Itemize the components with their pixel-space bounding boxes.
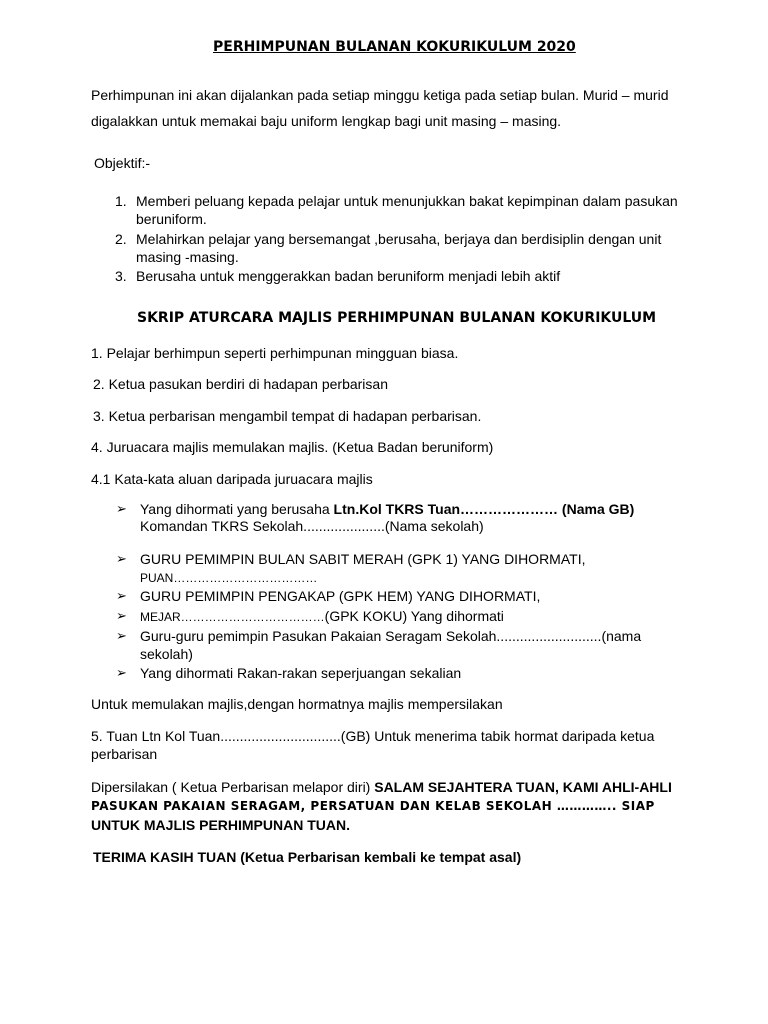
objective-2-line-2: masing -masing. [136, 249, 239, 265]
bullet-1-normal: Yang dihormati yang berusaha [140, 501, 334, 517]
objective-1-line-1: Memberi peluang kepada pelajar untuk menunjukkan bakat kepimpinan dalam pasukan [136, 193, 678, 209]
step-2: 2. Ketua pasukan berdiri di hadapan perbarisan [93, 376, 388, 392]
bullet-1-bold: Ltn.Kol TKRS Tuan………………… (Nama GB) [333, 501, 635, 517]
bullet-1-line-2: Komandan TKRS Sekolah.....................(Nama sekolah) [140, 518, 484, 534]
step-4-1: 4.1 Kata-kata aluan daripada juruacara majlis [91, 471, 373, 487]
step-4: 4. Juruacara majlis memulakan majlis. (Ketua Badan beruniform) [91, 439, 494, 455]
dipersilakan-bold-1: SALAM SEJAHTERA TUAN, KAMI AHLI-AHLI [374, 779, 672, 795]
objective-1-line-2: beruniform. [136, 211, 207, 227]
objective-2-number: 2. [115, 231, 127, 247]
untuk-memulakan: Untuk memulakan majlis,dengan hormatnya majlis mempersilakan [91, 696, 503, 712]
bullet-arrow-icon: ➢ [116, 588, 127, 603]
bullet-4-suffix: (GPK KOKU) Yang dihormati [324, 608, 504, 624]
script-heading: SKRIP ATURCARA MAJLIS PERHIMPUNAN BULANAN KOKURIKULUM [137, 310, 657, 326]
bullet-5-line-2: sekolah) [140, 646, 193, 662]
bullet-6: Yang dihormati Rakan-rakan seperjuangan sekalian [140, 665, 462, 681]
bullet-arrow-icon: ➢ [116, 628, 127, 643]
step-5-line-1: 5. Tuan Ltn Kol Tuan...............................(GB) Untuk menerima tabik hormat daripada ketua [91, 728, 655, 744]
step-1: 1. Pelajar berhimpun seperti perhimpunan mingguan biasa. [91, 345, 459, 361]
document-title: PERHIMPUNAN BULANAN KOKURIKULUM 2020 [213, 39, 576, 55]
dipersilakan-line-3: UNTUK MAJLIS PERHIMPUNAN TUAN. [91, 817, 350, 833]
objektif-label: Objektif:- [94, 155, 151, 171]
bullet-arrow-icon: ➢ [116, 501, 127, 516]
objective-2-line-1: Melahirkan pelajar yang bersemangat ,berusaha, berjaya dan berdisiplin dengan unit [136, 231, 662, 247]
bullet-2-line-1: GURU PEMIMPIN BULAN SABIT MERAH (GPK 1) YANG DIHORMATI, [140, 551, 586, 567]
dipersilakan-normal: Dipersilakan ( Ketua Perbarisan melapor diri) [91, 779, 375, 795]
step-3: 3. Ketua perbarisan mengambil tempat di hadapan perbarisan. [93, 408, 482, 424]
bullet-3: GURU PEMIMPIN PENGAKAP (GPK HEM) YANG DIHORMATI, [140, 588, 541, 604]
intro-line-1: Perhimpunan ini akan dijalankan pada setiap minggu ketiga pada setiap bulan. Murid – murid [91, 87, 669, 103]
closing-line: TERIMA KASIH TUAN (Ketua Perbarisan kembali ke tempat asal) [93, 849, 522, 865]
bullet-arrow-icon: ➢ [116, 608, 127, 623]
intro-line-2: digalakkan untuk memakai baju uniform lengkap bagi unit masing – masing. [91, 113, 562, 129]
dipersilakan-line-1 [91, 778, 672, 796]
bullet-5-line-1: Guru-guru pemimpin Pasukan Pakaian Seragam Sekolah...........................(nama [140, 628, 642, 644]
bullet-4 [140, 607, 504, 626]
objective-3-number: 3. [115, 268, 127, 284]
dipersilakan-line-2: PASUKAN PAKAIAN SERAGAM, PERSATUAN DAN KELAB SEKOLAH ………….. SIAP [91, 799, 655, 813]
step-5-line-2: perbarisan [91, 746, 158, 762]
objective-1-number: 1. [115, 193, 127, 209]
bullet-arrow-icon: ➢ [116, 665, 127, 680]
bullet-4-prefix: MEJAR……………………………… [140, 610, 325, 624]
objective-3-line-1: Berusaha untuk menggerakkan badan beruniform menjadi lebih aktif [136, 268, 561, 284]
bullet-arrow-icon: ➢ [116, 551, 127, 566]
bullet-2-line-2: PUAN……………………………… [140, 571, 318, 585]
bullet-1-line-1 [140, 500, 634, 518]
